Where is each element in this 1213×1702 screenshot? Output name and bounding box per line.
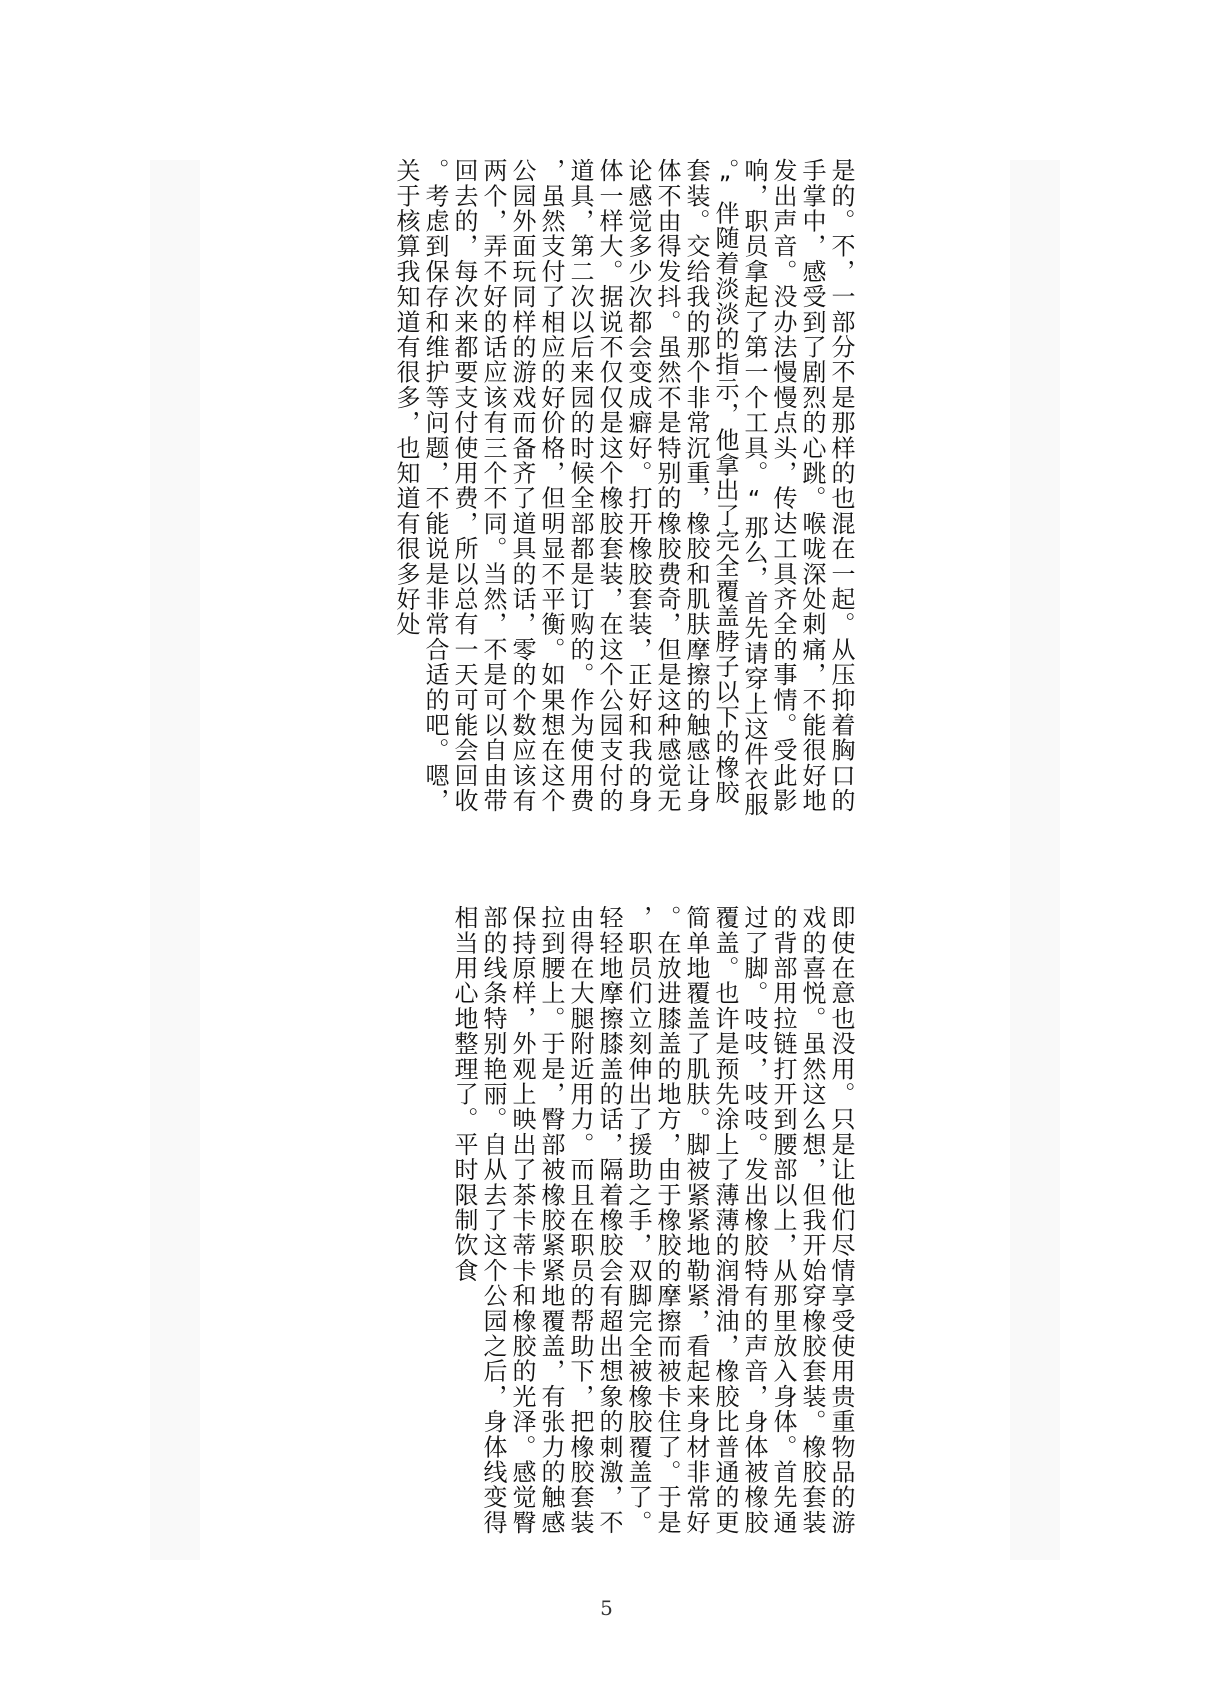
text-line: 公园外面玩同样的游戏而备齐了道具的话，零的个数应该有	[508, 158, 536, 814]
text-line: 体不由得发抖。虽然不是特别的橡胶费奇，但是这种感觉无	[653, 158, 681, 814]
page-number: 5	[600, 1596, 613, 1620]
text-line: 体一样大。据说不仅仅是这个橡胶套装，在这个公园支付的	[595, 158, 623, 814]
text-line: 部的线条特别艳丽。自从去了这个公园之后，身体线变得	[479, 905, 507, 1535]
paragraph-block-2	[330, 905, 855, 1585]
text-line: 回去的，每次来都要支付使用费，所以总有一天可能会回收	[450, 158, 478, 814]
scan-shadow-right	[1010, 160, 1060, 1560]
text-line: 过了脚。吱吱，吱吱。发出橡胶特有的声音，身体被橡胶	[740, 905, 768, 1535]
text-line: ，虽然支付了相应的好价格，但明显不平衡。如果想在这个	[537, 158, 565, 814]
text-line: 论感觉多少次都会变成癖好。打开橡胶套装，正好和我的身	[624, 158, 652, 814]
scan-shadow-left	[150, 160, 200, 1560]
text-line: 即使在意也没用。只是让他们尽情享受使用贵重物品的游	[827, 905, 855, 1535]
text-line: 拉到腰上。于是，臀部被橡胶紧紧地覆盖，有张力的触感	[537, 905, 565, 1535]
text-line: 轻轻地摩擦膝盖的话，隔着橡胶会有超出想象的刺激，不	[595, 905, 623, 1535]
text-line: 覆盖。也许是预先涂上了薄薄的润滑油，橡胶比普通的更	[711, 905, 739, 1535]
text-line: 简单地覆盖了肌肤。脚被紧紧地勒紧，看起来身材非常好	[682, 905, 710, 1535]
text-line: 的背部用拉链打开到腰部以上，从那里放入身体。首先通	[769, 905, 797, 1535]
text-line: 发出声音。没办法慢慢点头，传达工具齐全的事情。受此影	[769, 158, 797, 814]
text-line: 响，职员拿起了第一个工具。“那么，首先请穿上这件衣服	[740, 158, 768, 818]
text-line: 套装。交给我的那个非常沉重，橡胶和肌肤摩擦的触感让身	[682, 158, 710, 814]
text-line: 相当用心地整理了。平时限制饮食	[450, 905, 478, 1283]
text-line: 戏的喜悦。虽然这么想，但我开始穿橡胶套装。橡胶套装	[798, 905, 826, 1535]
paragraph-block-1	[330, 158, 855, 828]
text-line: 由得在大腿附近用力。而且在职员的帮助下，把橡胶套装	[566, 905, 594, 1535]
text-line: 道具，第二次以后来园的时候全部都是订购的。作为使用费	[566, 158, 594, 814]
text-line: 。考虑到保存和维护等问题，不能说是非常合适的吧。嗯，	[421, 158, 449, 814]
text-line: ，职员们立刻伸出了援助之手，双脚完全被橡胶覆盖了。	[624, 905, 652, 1535]
text-line: 。在放进膝盖的地方，由于橡胶的摩擦而被卡住了。于是	[653, 905, 681, 1535]
text-line: 是的。不，一部分不是那样的也混在一起。从压抑着胸口的	[827, 158, 855, 814]
text-line: 。”伴随着淡淡的指示，他拿出了完全覆盖脖子以下的橡胶	[711, 158, 739, 806]
text-line: 保持原样，外观上映出了茶卡蒂卡和橡胶的光泽。感觉臀	[508, 905, 536, 1535]
text-line: 两个，弄不好的话应该有三个不同。当然，不是可以自由带	[479, 158, 507, 814]
text-line: 手掌中，感受到了剧烈的心跳。喉咙深处刺痛，不能很好地	[798, 158, 826, 814]
text-line: 关于核算我知道有很多，也知道有很多好处	[392, 158, 420, 637]
